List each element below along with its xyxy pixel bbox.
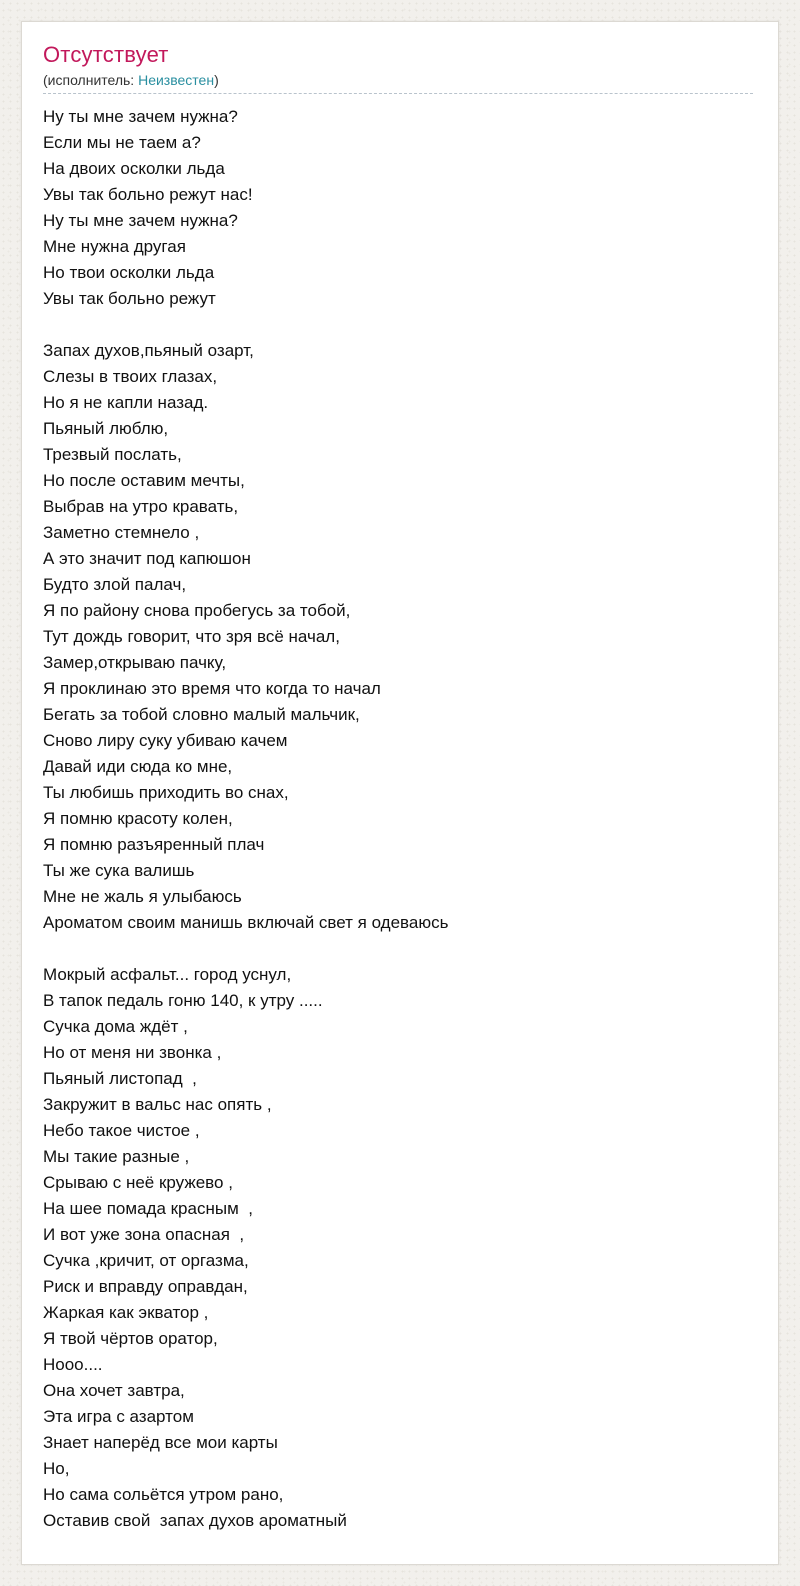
lyric-line: Но после оставим мечты,	[43, 471, 245, 490]
lyric-line: Срываю с неё кружево ,	[43, 1173, 233, 1192]
lyric-line: Увы так больно режут нас!	[43, 185, 253, 204]
lyric-line: Выбрав на утро кравать,	[43, 497, 239, 516]
lyric-line: Пьяный листопад ,	[43, 1069, 197, 1088]
lyric-line: Оставив свой запах духов ароматный	[43, 1511, 347, 1530]
lyric-line: Бегать за тобой словно малый мальчик,	[43, 705, 360, 724]
header-divider	[43, 93, 753, 94]
lyrics-stanza	[43, 962, 753, 1534]
lyric-line: Но,	[43, 1459, 70, 1478]
lyric-line: Увы так больно режут	[43, 289, 216, 308]
lyric-line: Мокрый асфальт... город уснул,	[43, 965, 292, 984]
lyric-line: Сучка ,кричит, от оргазма,	[43, 1251, 249, 1270]
song-header	[43, 41, 753, 89]
lyric-line: Я помню красоту колен,	[43, 809, 233, 828]
lyric-line: Закружит в вальс нас опять ,	[43, 1095, 272, 1114]
lyric-line: Тут дождь говорит, что зря всё начал,	[43, 627, 340, 646]
lyric-line: Я по району снова пробегусь за тобой,	[43, 601, 351, 620]
lyric-line: Мне не жаль я улыбаюсь	[43, 887, 242, 906]
lyric-line: Мы такие разные ,	[43, 1147, 190, 1166]
lyric-line: Она хочет завтра,	[43, 1381, 185, 1400]
lyric-line: Я помню разъяренный плач	[43, 835, 265, 854]
lyric-line: Ну ты мне зачем нужна?	[43, 107, 238, 126]
lyric-line: Я проклинаю это время что когда то начал	[43, 679, 381, 698]
lyric-line: И вот уже зона опасная ,	[43, 1225, 245, 1244]
lyric-line: Мне нужна другая	[43, 237, 186, 256]
lyric-line: Риск и вправду оправдан,	[43, 1277, 248, 1296]
lyric-line: Слезы в твоих глазах,	[43, 367, 218, 386]
lyric-line: На шее помада красным ,	[43, 1199, 253, 1218]
lyric-line: Но я не капли назад.	[43, 393, 209, 412]
lyric-line: Ты любишь приходить во снах,	[43, 783, 289, 802]
lyrics-body	[43, 104, 753, 1560]
lyric-line: Ну ты мне зачем нужна?	[43, 211, 238, 230]
lyric-line: Запах духов,пьяный озарт,	[43, 341, 254, 360]
artist-line	[43, 71, 753, 89]
artist-prefix: (исполнитель:	[43, 72, 139, 88]
lyric-line: Заметно стемнело ,	[43, 523, 200, 542]
lyrics-stanza	[43, 104, 753, 312]
lyric-line: Пьяный люблю,	[43, 419, 169, 438]
lyric-line: Будто злой палач,	[43, 575, 187, 594]
lyric-line: Трезвый послать,	[43, 445, 182, 464]
lyric-line: Но от меня ни звонка ,	[43, 1043, 222, 1062]
lyric-line: На двоих осколки льда	[43, 159, 225, 178]
lyric-line: Сново лиру суку убиваю качем	[43, 731, 288, 750]
lyric-line: А это значит под капюшон	[43, 549, 251, 568]
artist-link[interactable]: Неизвестен	[138, 72, 215, 88]
lyric-line: Замер,открываю пачку,	[43, 653, 227, 672]
lyric-line: Я твой чёртов оратор,	[43, 1329, 218, 1348]
lyrics-card	[21, 21, 779, 1565]
lyric-line: Знает наперёд все мои карты	[43, 1433, 278, 1452]
lyric-line: Ароматом своим манишь включай свет я одеваюсь	[43, 913, 449, 932]
lyric-line: Если мы не таем а?	[43, 133, 201, 152]
lyric-line: Сучка дома ждёт ,	[43, 1017, 188, 1036]
lyric-line: Ты же сука валишь	[43, 861, 195, 880]
lyrics-stanza	[43, 338, 753, 936]
lyric-line: В тапок педаль гоню 140, к утру .....	[43, 991, 323, 1010]
lyric-line: Но твои осколки льда	[43, 263, 215, 282]
lyric-line: Но сама сольётся утром рано,	[43, 1485, 284, 1504]
lyric-line: Небо такое чистое ,	[43, 1121, 200, 1140]
artist-suffix: )	[214, 72, 219, 88]
lyric-line: Нооо....	[43, 1355, 103, 1374]
lyric-line: Давай иди сюда ко мне,	[43, 757, 233, 776]
lyric-line: Эта игра с азартом	[43, 1407, 194, 1426]
song-title: Отсутствует	[43, 42, 169, 67]
lyric-line: Жаркая как экватор ,	[43, 1303, 209, 1322]
